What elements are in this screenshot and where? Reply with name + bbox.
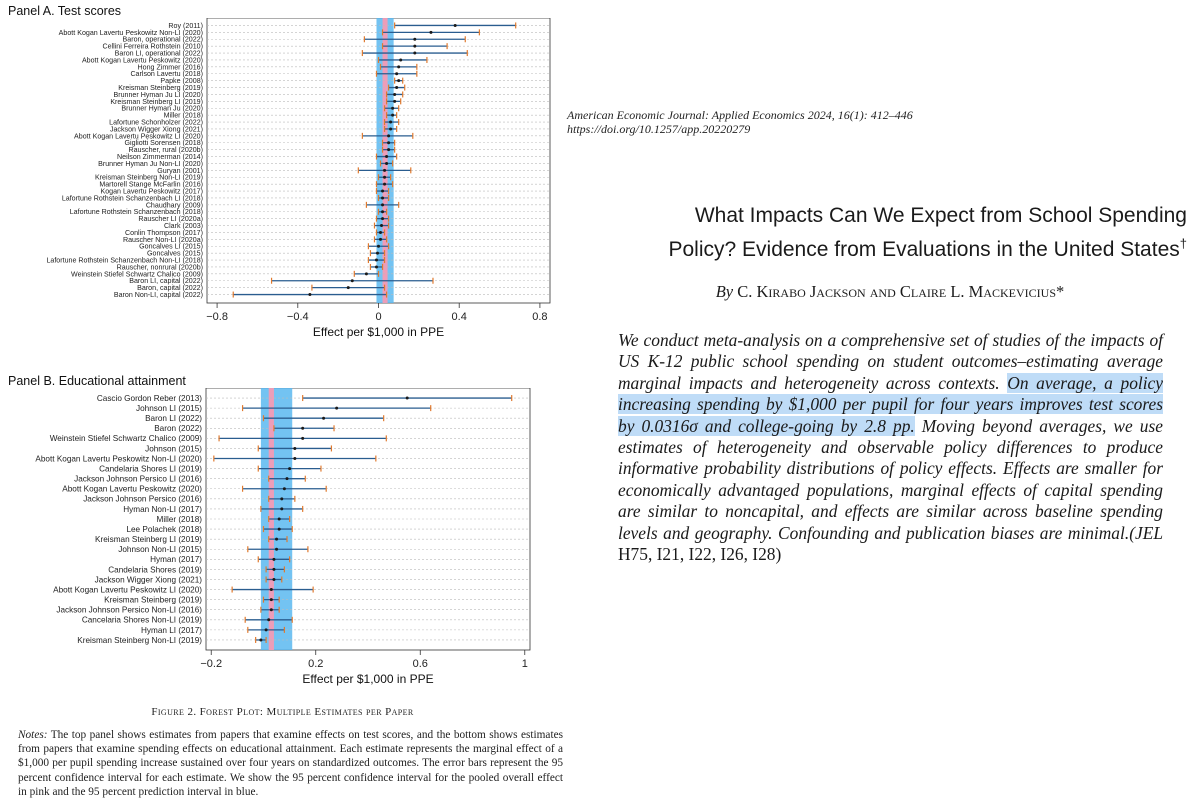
study-label: Clark (2003) bbox=[163, 222, 203, 231]
study-label: Rauscher, nonrural (2020b) bbox=[116, 263, 203, 272]
study-label: Candelaria Shores LI (2019) bbox=[99, 464, 202, 474]
point-estimate bbox=[376, 252, 379, 255]
point-estimate bbox=[413, 45, 416, 48]
study-label: Abott Kogan Lavertu Peskowitz Non-LI (2020) bbox=[35, 454, 202, 464]
study-label: Baron LI (2022) bbox=[145, 414, 202, 424]
point-estimate bbox=[267, 618, 270, 621]
point-estimate bbox=[379, 231, 382, 234]
study-label: Lafortune Rothstein Schanzenbach LI (2018) bbox=[61, 194, 203, 203]
x-tick-label: 0.2 bbox=[308, 658, 324, 670]
point-estimate bbox=[387, 148, 390, 151]
study-label: Lafortune Schonholzer (2022) bbox=[109, 118, 203, 127]
point-estimate bbox=[272, 558, 275, 561]
x-axis-label: Effect per $1,000 in PPE bbox=[302, 672, 434, 686]
study-label: Rauscher LI (2020a) bbox=[138, 215, 203, 224]
point-estimate bbox=[381, 196, 384, 199]
study-label: Baron, operational (2022) bbox=[122, 35, 203, 44]
study-label: Baron, capital (2022) bbox=[137, 284, 203, 293]
study-label: Jackson Johnson Persico Non-LI (2016) bbox=[56, 605, 202, 615]
point-estimate bbox=[381, 210, 384, 213]
point-estimate bbox=[375, 259, 378, 262]
point-estimate bbox=[393, 100, 396, 103]
study-label: Hyman (2017) bbox=[150, 555, 202, 565]
point-estimate bbox=[383, 183, 386, 186]
author-names: C. Kirabo Jackson and Claire L. Mackevicius* bbox=[737, 282, 1065, 301]
point-estimate bbox=[286, 477, 289, 480]
study-label: Lee Polachek (2018) bbox=[126, 524, 202, 534]
point-estimate bbox=[270, 608, 273, 611]
study-label: Johnson Non-LI (2015) bbox=[118, 545, 202, 555]
point-estimate bbox=[406, 397, 409, 400]
jel-codes: H75, I21, I22, I26, I28) bbox=[618, 544, 782, 565]
study-label: Jackson Johnson Persico LI (2016) bbox=[74, 474, 202, 484]
x-tick-label: 0.6 bbox=[412, 658, 428, 670]
point-estimate bbox=[454, 24, 457, 27]
x-tick-label: −0.4 bbox=[286, 311, 309, 323]
point-estimate bbox=[351, 279, 354, 282]
point-estimate bbox=[301, 427, 304, 430]
study-label: Abott Kogan Lavertu Peskowitz LI (2020) bbox=[74, 132, 203, 141]
study-label: Rauscher Non-LI (2020a) bbox=[122, 235, 203, 244]
point-estimate bbox=[265, 628, 268, 631]
point-estimate bbox=[379, 238, 382, 241]
study-label: Chaudhary (2009) bbox=[145, 201, 203, 210]
x-tick-label: 0.8 bbox=[532, 311, 548, 323]
point-estimate bbox=[391, 107, 394, 110]
doi-line[interactable]: https://doi.org/10.1257/app.20220279 bbox=[567, 122, 751, 136]
point-estimate bbox=[381, 217, 384, 220]
study-label: Miller (2018) bbox=[156, 514, 202, 524]
study-label: Cellini Ferreira Rothstein (2010) bbox=[102, 42, 203, 51]
point-estimate bbox=[413, 52, 416, 55]
study-label: Guryan (2001) bbox=[157, 166, 203, 175]
study-label: Brunner Hyman Ju (2020) bbox=[121, 104, 203, 113]
x-tick-label: 0.4 bbox=[451, 311, 467, 323]
point-estimate bbox=[399, 58, 402, 61]
panel-b-title: Panel B. Educational attainment bbox=[8, 374, 186, 388]
point-estimate bbox=[375, 265, 378, 268]
study-label: Baron Non-LI, capital (2022) bbox=[113, 291, 203, 300]
jel-open: ( bbox=[1129, 522, 1135, 543]
abstract-intro: We conduct meta-analysis on a comprehensive set of studies of the impacts of US K-12 public school spending on student outcomes–estimating average marginal impacts and heterogeneity across contexts. bbox=[618, 330, 1163, 393]
forest-plot-test-scores bbox=[0, 18, 560, 363]
study-label: Baron LI, capital (2022) bbox=[129, 277, 203, 286]
point-estimate bbox=[365, 272, 368, 275]
study-label: Hong Zimmer (2016) bbox=[137, 63, 203, 72]
point-estimate bbox=[397, 79, 400, 82]
point-estimate bbox=[272, 578, 275, 581]
point-estimate bbox=[413, 38, 416, 41]
title-line-2: Policy? Evidence from Evaluations in the United States† bbox=[668, 236, 1187, 261]
study-label: Papke (2008) bbox=[160, 77, 203, 86]
point-estimate bbox=[387, 141, 390, 144]
point-estimate bbox=[288, 467, 291, 470]
title-footnote-mark: † bbox=[1179, 236, 1187, 251]
study-label: Weinstein Stiefel Schwartz Chalico (2009) bbox=[71, 270, 203, 279]
point-estimate bbox=[391, 114, 394, 117]
point-estimate bbox=[380, 224, 383, 227]
point-estimate bbox=[389, 127, 392, 130]
study-label: Carlson Lavertu (2018) bbox=[130, 70, 203, 79]
journal-line: American Economic Journal: Applied Economics 2024, 16(1): 412–446 bbox=[567, 108, 913, 122]
study-label: Goncalves (2015) bbox=[147, 249, 203, 258]
study-label: Kreisman Steinberg (2019) bbox=[104, 595, 202, 605]
point-estimate bbox=[389, 121, 392, 124]
study-label: Neilson Zimmerman (2014) bbox=[117, 153, 203, 162]
point-estimate bbox=[393, 93, 396, 96]
study-label: Cancelaria Shores Non-LI (2019) bbox=[81, 615, 202, 625]
study-label: Kreisman Steinberg (2019) bbox=[118, 84, 203, 93]
panel-a-title: Panel A. Test scores bbox=[8, 4, 122, 18]
study-label: Baron LI, operational (2022) bbox=[114, 49, 203, 58]
point-estimate bbox=[397, 65, 400, 68]
title-line-1: What Impacts Can We Expect from School Spending bbox=[694, 204, 1187, 227]
point-estimate bbox=[383, 169, 386, 172]
paper-abstract bbox=[618, 330, 1163, 565]
point-estimate bbox=[275, 538, 278, 541]
figure-caption: Figure 2. Forest Plot: Multiple Estimates per Paper bbox=[151, 706, 414, 718]
study-label: Brunner Hyman Ju Non-LI (2020) bbox=[98, 159, 203, 168]
point-estimate bbox=[280, 507, 283, 510]
x-tick-label: −0.2 bbox=[200, 658, 223, 670]
study-label: Abott Kogan Lavertu Peskowitz (2020) bbox=[62, 484, 202, 494]
notes-text: The top panel shows estimates from papers that examine effects on test scores, and the bottom shows estimates from papers that examine spending effects on educational attainment. Each estimate represents the marginal effect of a $1,000 per pupil spending increase sustained over four years on standardized outcomes. The error bars represent the 95 percent confidence interval for each estimate. We show the 95 percent confidence interval for the pooled overall effect in pink and the 95 percent prediction interval in blue. bbox=[18, 729, 563, 798]
study-label: Hyman LI (2017) bbox=[141, 625, 202, 635]
x-axis-label: Effect per $1,000 in PPE bbox=[312, 325, 445, 339]
point-estimate bbox=[272, 568, 275, 571]
point-estimate bbox=[347, 286, 350, 289]
point-estimate bbox=[270, 598, 273, 601]
study-label: Weinstein Stiefel Schwartz Chalico (2009) bbox=[49, 434, 202, 444]
study-label: Brunner Hyman Ju LI (2020) bbox=[113, 90, 203, 99]
study-label: Johnson (2015) bbox=[145, 444, 202, 454]
study-label: Roy (2011) bbox=[168, 21, 203, 30]
point-estimate bbox=[385, 155, 388, 158]
study-label: Lafortune Rothstein Schanzenbach (2018) bbox=[69, 208, 203, 217]
x-tick-label: 1 bbox=[521, 658, 528, 670]
point-estimate bbox=[275, 548, 278, 551]
study-label: Hyman Non-LI (2017) bbox=[123, 504, 202, 514]
point-estimate bbox=[377, 245, 380, 248]
point-estimate bbox=[335, 407, 338, 410]
study-label: Jackson Wigger Xiong (2021) bbox=[94, 575, 202, 585]
x-tick-label: 0 bbox=[375, 311, 382, 323]
point-estimate bbox=[283, 487, 286, 490]
figure-notes bbox=[18, 728, 563, 799]
study-label: Kreisman Steinberg LI (2019) bbox=[110, 97, 203, 106]
jel-label: JEL bbox=[1134, 522, 1163, 543]
study-label: Baron (2022) bbox=[154, 424, 202, 434]
study-label: Jackson Johnson Persico (2016) bbox=[83, 494, 202, 504]
paper-authors: By C. Kirabo Jackson and Claire L. Mackevicius* bbox=[715, 282, 1065, 301]
study-label: Abott Kogan Lavertu Peskowitz Non-LI (2020) bbox=[58, 28, 203, 37]
paper-title bbox=[612, 202, 1187, 264]
abstract-highlight: On average, a policy increasing spending by $1,000 per pupil for four years improves test scores by 0.0316σ and college-going by 2.8 pp. bbox=[618, 372, 1163, 436]
point-estimate bbox=[278, 518, 281, 521]
study-label: Miller (2018) bbox=[163, 111, 203, 120]
notes-label: Notes: bbox=[18, 729, 48, 741]
point-estimate bbox=[381, 203, 384, 206]
point-estimate bbox=[387, 134, 390, 137]
study-label: Kreisman Steinberg Non-LI (2019) bbox=[77, 635, 202, 645]
point-estimate bbox=[381, 190, 384, 193]
point-estimate bbox=[395, 86, 398, 89]
abstract-body: Moving beyond averages, we use estimates of heterogeneity and observable policy differences to produce informative probability distributions of policy effects. Effects are smaller for economically advantaged populations, marginal effects of capital spending are similar to noncapital, and effects are similar across baseline spending levels and geography. Confounding and publication biases are minimal. bbox=[618, 415, 1163, 543]
study-label: Johnson LI (2015) bbox=[136, 403, 202, 413]
x-tick-label: −0.8 bbox=[206, 311, 228, 323]
study-label: Kogan Lavertu Peskowitz (2017) bbox=[100, 187, 203, 196]
forest-plot-educational-attainment bbox=[0, 388, 560, 688]
point-estimate bbox=[293, 457, 296, 460]
point-estimate bbox=[385, 162, 388, 165]
study-label: Jackson Wigger Xiong (2021) bbox=[109, 125, 203, 134]
point-estimate bbox=[280, 497, 283, 500]
point-estimate bbox=[322, 417, 325, 420]
point-estimate bbox=[383, 176, 386, 179]
point-estimate bbox=[301, 437, 304, 440]
study-label: Candelaria Shores (2019) bbox=[108, 565, 202, 575]
study-label: Rauscher, rural (2020b) bbox=[128, 146, 203, 155]
point-estimate bbox=[308, 293, 311, 296]
study-label: Gigliotti Sorensen (2018) bbox=[124, 139, 203, 148]
study-label: Conlin Thompson (2017) bbox=[125, 228, 203, 237]
study-label: Martorell Stange McFarlin (2016) bbox=[99, 180, 203, 189]
point-estimate bbox=[278, 528, 281, 531]
study-label: Kreisman Steinberg Non-LI (2019) bbox=[94, 173, 203, 182]
point-estimate bbox=[270, 588, 273, 591]
study-label: Abott Kogan Lavertu Peskowitz (2020) bbox=[81, 56, 203, 65]
study-label: Kreisman Steinberg LI (2019) bbox=[95, 535, 202, 545]
point-estimate bbox=[293, 447, 296, 450]
journal-citation bbox=[567, 108, 913, 136]
study-label: Goncalves LI (2015) bbox=[139, 242, 203, 251]
study-label: Abott Kogan Lavertu Peskowitz LI (2020) bbox=[53, 585, 202, 595]
point-estimate bbox=[395, 72, 398, 75]
point-estimate bbox=[429, 31, 432, 34]
study-label: Lafortune Rothstein Schanzenbach Non-LI (2018) bbox=[46, 256, 203, 265]
study-label: Cascio Gordon Reber (2013) bbox=[96, 393, 202, 403]
point-estimate bbox=[259, 638, 262, 641]
